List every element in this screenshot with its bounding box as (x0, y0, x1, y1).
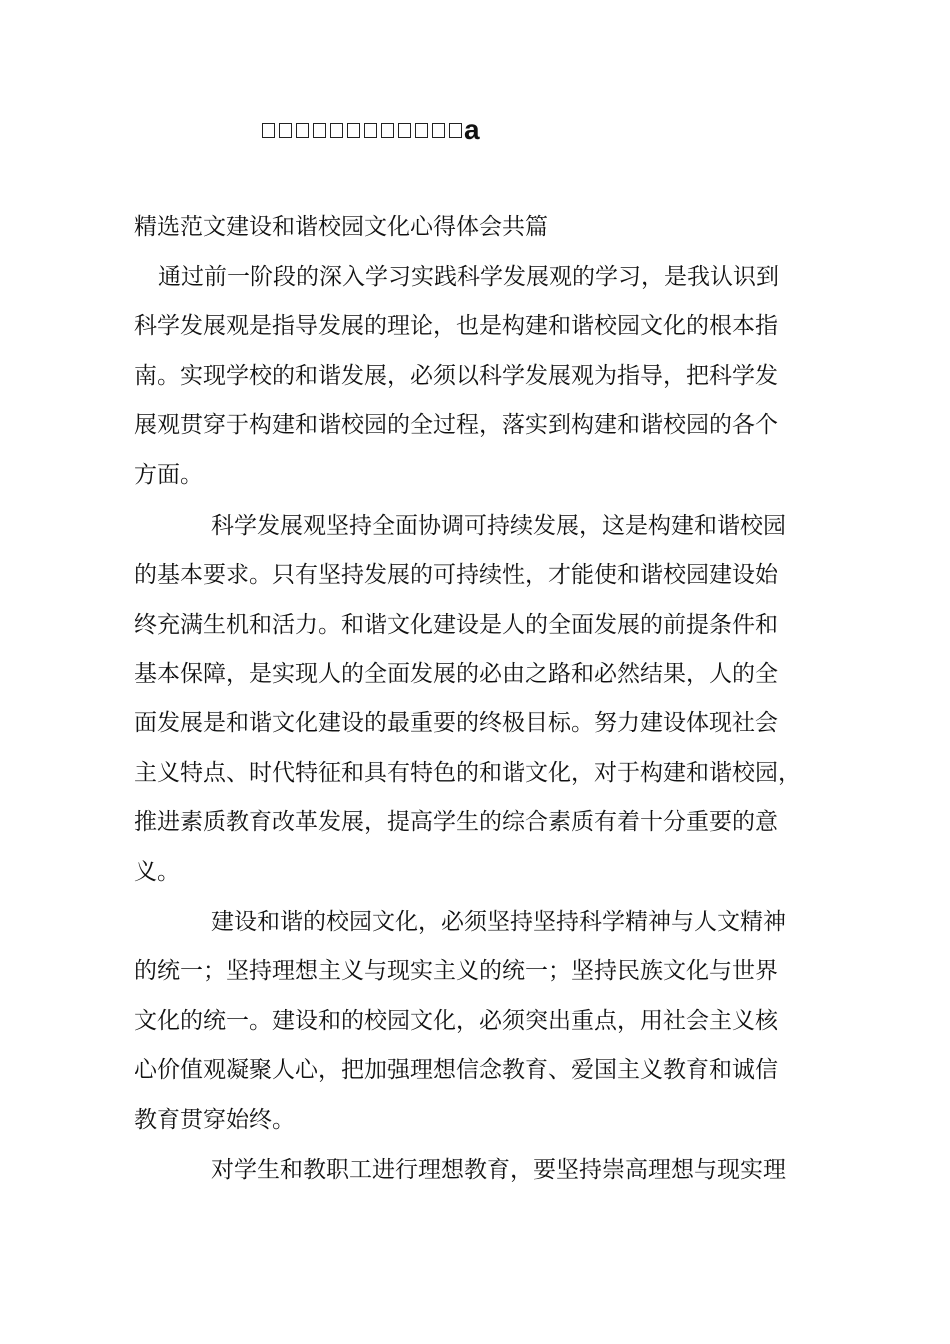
placeholder-glyph-box (381, 123, 394, 138)
placeholder-glyph-box (279, 123, 292, 138)
paragraph-2-line-6: 主义特点、时代特征和具有特色的和谐文化，对于构建和谐校园， (134, 760, 801, 786)
paragraph-1-line-2: 科学发展观是指导发展的理论，也是构建和谐校园文化的根本指 (134, 313, 778, 339)
paragraph-1-line-4: 展观贯穿于构建和谐校园的全过程，落实到构建和谐校园的各个 (134, 412, 778, 438)
paragraph-2-line-3: 终充满生机和活力。和谐文化建设是人的全面发展的前提条件和 (134, 612, 778, 638)
placeholder-glyph-box (296, 123, 309, 138)
placeholder-glyph-box (398, 123, 411, 138)
placeholder-glyph-box (313, 123, 326, 138)
placeholder-glyph-box (262, 123, 275, 138)
placeholder-glyph-box (432, 123, 445, 138)
document-title: 精选范文建设和谐校园文化心得体会共篇 (134, 214, 548, 240)
paragraph-1-line-5: 方面。 (134, 462, 203, 488)
placeholder-glyph-box (449, 123, 462, 138)
paragraph-3-line-2: 的统一；坚持理想主义与现实主义的统一；坚持民族文化与世界 (134, 958, 778, 984)
paragraph-1-line-3: 南。实现学校的和谐发展，必须以科学发展观为指导，把科学发 (134, 363, 778, 389)
placeholder-glyph-box (364, 123, 377, 138)
paragraph-2-line-2: 的基本要求。只有坚持发展的可持续性，才能使和谐校园建设始 (134, 562, 778, 588)
placeholder-glyph-box (415, 123, 428, 138)
paragraph-2-line-5: 面发展是和谐文化建设的最重要的终极目标。努力建设体现社会 (134, 710, 778, 736)
placeholder-glyph-box (330, 123, 343, 138)
page-header (262, 113, 480, 147)
header-suffix: a (464, 114, 480, 145)
paragraph-2-line-1: 科学发展观坚持全面协调可持续发展，这是构建和谐校园 (211, 513, 786, 539)
paragraph-2-line-7: 推进素质教育改革发展，提高学生的综合素质有着十分重要的意 (134, 809, 778, 835)
paragraph-3-line-4: 心价值观凝聚人心，把加强理想信念教育、爱国主义教育和诚信 (134, 1057, 778, 1083)
paragraph-4-line-1: 对学生和教职工进行理想教育，要坚持崇高理想与现实理 (211, 1157, 786, 1183)
paragraph-2-line-8: 义。 (134, 859, 180, 885)
paragraph-2-line-4: 基本保障，是实现人的全面发展的必由之路和必然结果，人的全 (134, 661, 778, 687)
paragraph-3-line-1: 建设和谐的校园文化，必须坚持坚持科学精神与人文精神 (211, 909, 786, 935)
paragraph-3-line-3: 文化的统一。建设和的校园文化，必须突出重点，用社会主义核 (134, 1008, 778, 1034)
placeholder-glyph-box (347, 123, 360, 138)
paragraph-3-line-5: 教育贯穿始终。 (134, 1107, 295, 1133)
placeholder-glyph-row (262, 123, 462, 138)
paragraph-1-line-1: 通过前一阶段的深入学习实践科学发展观的学习，是我认识到 (158, 264, 779, 290)
